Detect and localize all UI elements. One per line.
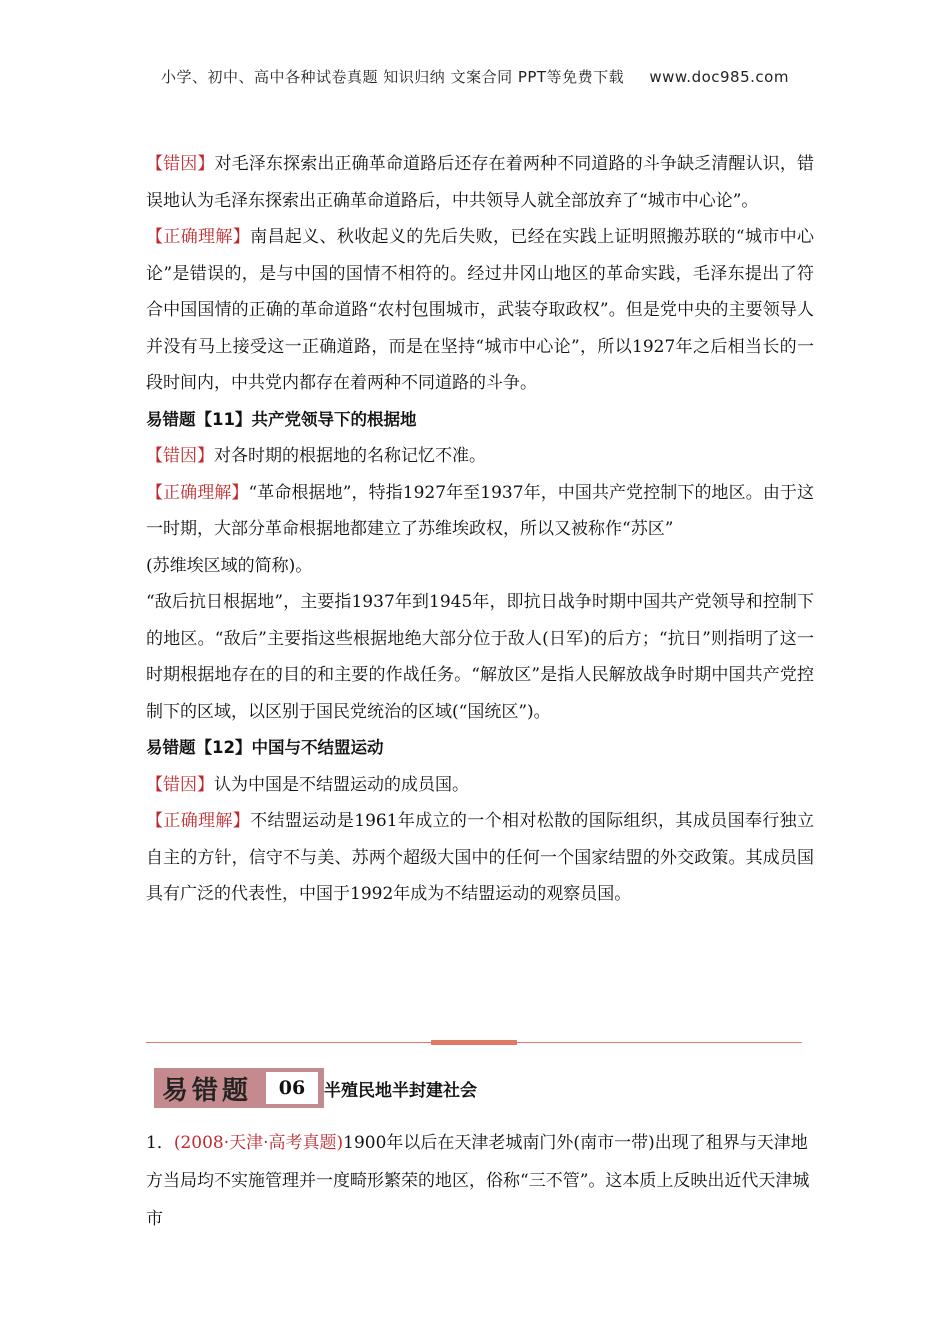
section-badge <box>154 1068 324 1108</box>
section-divider-accent <box>431 1040 517 1045</box>
main-content <box>146 146 814 913</box>
header-text: 小学、初中、高中各种试卷真题 知识归纳 文案合同 PPT等免费下载 <box>161 68 625 86</box>
correct-understanding-paragraph <box>146 219 814 402</box>
section-title: 半殖民地半封建社会 <box>324 1080 477 1101</box>
question-1-number: 1． <box>146 1133 174 1153</box>
q12-error-text: 认为中国是不结盟运动的成员国。 <box>214 774 469 795</box>
question-1-text: 1900年以后在天津老城南门外(南市一带)出现了租界与天津地方当局均不实施管理并一度畸形繁荣的地区，俗称“三不管”。这本质上反映出近代天津城市 <box>146 1133 810 1229</box>
q12-error-paragraph <box>146 767 814 804</box>
error-cause-text: 对毛泽东探索出正确革命道路后还存在着两种不同道路的斗争缺乏清醒认识，错误地认为毛泽东探索出正确革命道路后，中共领导人就全部放弃了“城市中心论”。 <box>146 154 815 211</box>
header-site[interactable]: www.doc985.com <box>649 68 789 86</box>
q11-correct-tag: 【正确理解】 <box>146 482 249 503</box>
section-banner <box>154 1068 477 1108</box>
q12-error-tag: 【错因】 <box>146 774 214 795</box>
page-header <box>0 66 950 87</box>
q11-correct-paragraph <box>146 475 814 548</box>
section-number: 06 <box>266 1072 318 1104</box>
error-cause-tag: 【错因】 <box>146 154 215 174</box>
q11-title: 易错题【11】共产党领导下的根据地 <box>146 409 417 429</box>
q11-error-text: 对各时期的根据地的名称记忆不准。 <box>214 446 486 466</box>
q11-para2: “敌后抗日根据地”，主要指1937年到1945年，即抗日战争时期中国共产党领导和控制下的地区。“敌后”主要指这些根据地绝大部分位于敌人(日军)的后方；“抗日”则指明了这一时期根据地存在的目的和主要的作战任务。“解放区”是指人民解放战争时期中国共产党控制下的区域，以区别于国民党统治的区域(“国统区”)。 <box>146 592 814 722</box>
q12-correct-paragraph <box>146 803 814 913</box>
question-1-source: (2008·天津·高考真题) <box>173 1133 344 1153</box>
error-cause-paragraph <box>146 146 814 219</box>
q11-error-tag: 【错因】 <box>146 446 214 466</box>
q12-correct-text: 不结盟运动是1961年成立的一个相对松散的国际组织，其成员国奉行独立自主的方针，信守不与美、苏两个超级大国中的任何一个国家结盟的外交政策。其成员国具有广泛的代表性，中国于1992年成为不结盟运动的观察员国。 <box>146 811 814 904</box>
question-1 <box>146 1124 814 1238</box>
q12-correct-tag: 【正确理解】 <box>146 811 251 831</box>
correct-understanding-tag: 【正确理解】 <box>146 227 251 247</box>
q12-title: 易错题【12】中国与不结盟运动 <box>146 738 384 757</box>
q11-correct-text2: (苏维埃区域的简称)。 <box>146 555 313 576</box>
correct-understanding-text: 南昌起义、秋收起义的先后失败，已经在实践上证明照搬苏联的“城市中心论”是错误的，是与中国的国情不相符的。经过井冈山地区的革命实践，毛泽东提出了符合中国国情的正确的革命道路“农村包围城市，武装夺取政权”。但是党中央的主要领导人并没有马上接受这一正确道路，而是在坚持“城市中心论”，所以1927年之后相当长的一段时间内，中共党内都存在着两种不同道路的斗争。 <box>146 227 814 393</box>
q11-error-paragraph <box>146 438 814 475</box>
section-badge-label: 易错题 <box>162 1075 253 1106</box>
q11-correct-text: “革命根据地”，特指1927年至1937年，中国共产党控制下的地区。由于这一时期，大部分革命根据地都建立了苏维埃政权，所以又被称作“苏区” <box>146 482 814 539</box>
